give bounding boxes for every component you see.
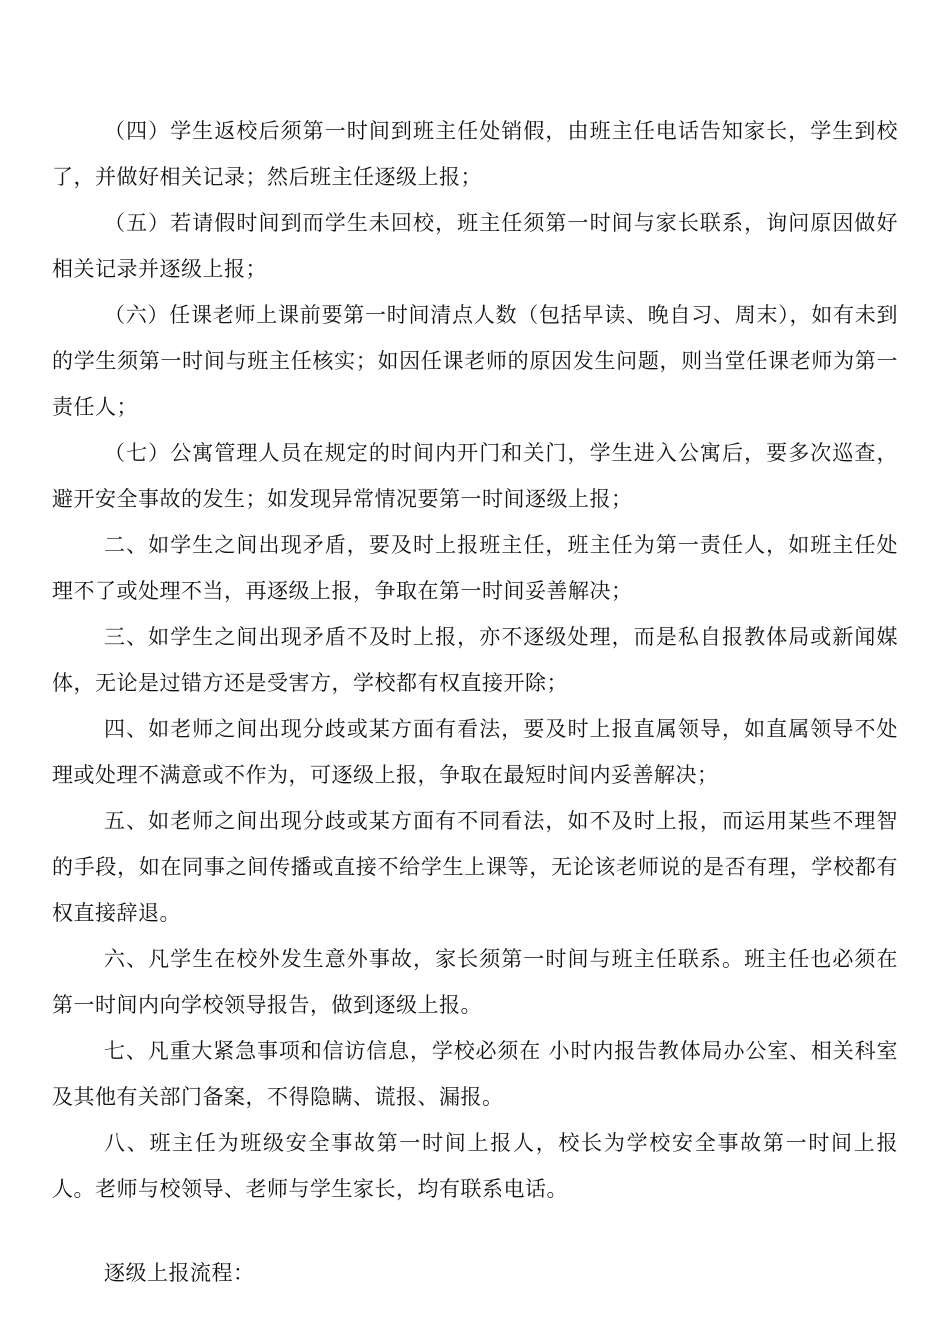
reporting-process-heading: 逐级上报流程： <box>104 1261 255 1285</box>
paragraph-section-4: 四、如老师之间出现分歧或某方面有看法，要及时上报直属领导，如直属领导不处理或处理不满意或不作为，可逐级上报，争取在最短时间内妥善解决； <box>52 717 898 787</box>
paragraph-section-3: 三、如学生之间出现矛盾不及时上报，亦不逐级处理，而是私自报教体局或新闻媒体，无论是过错方还是受害方，学校都有权直接开除； <box>52 625 898 695</box>
paragraph-item-6: （六）任课老师上课前要第一时间清点人数（包括早读、晚自习、周末），如有未到的学生须第一时间与班主任核实；如因任课老师的原因发生问题，则当堂任课老师为第一责任人； <box>52 303 898 419</box>
paragraph-item-7: （七）公寓管理人员在规定的时间内开门和关门，学生进入公寓后，要多次巡查，避开安全事故的发生；如发现异常情况要第一时间逐级上报； <box>52 441 898 511</box>
paragraph-section-5: 五、如老师之间出现分歧或某方面有不同看法，如不及时上报，而运用某些不理智的手段，如在同事之间传播或直接不给学生上课等，无论该老师说的是否有理，学校都有权直接辞退。 <box>52 809 898 925</box>
paragraph-section-2: 二、如学生之间出现矛盾，要及时上报班主任，班主任为第一责任人，如班主任处理不了或处理不当，再逐级上报，争取在第一时间妥善解决； <box>52 533 898 603</box>
paragraph-section-6: 六、凡学生在校外发生意外事故，家长须第一时间与班主任联系。班主任也必须在第一时间内向学校领导报告，做到逐级上报。 <box>52 947 898 1017</box>
paragraph-section-7: 七、凡重大紧急事项和信访信息，学校必须在 小时内报告教体局办公室、相关科室及其他有关部门备案，不得隐瞒、谎报、漏报。 <box>52 1039 898 1109</box>
paragraph-section-8: 八、班主任为班级安全事故第一时间上报人，校长为学校安全事故第一时间上报人。老师与校领导、老师与学生家长，均有联系电话。 <box>52 1131 898 1201</box>
paragraph-item-5: （五）若请假时间到而学生未回校，班主任须第一时间与家长联系，询问原因做好相关记录并逐级上报； <box>52 211 898 281</box>
paragraph-item-4: （四）学生返校后须第一时间到班主任处销假，由班主任电话告知家长，学生到校了，并做好相关记录；然后班主任逐级上报； <box>52 119 898 189</box>
